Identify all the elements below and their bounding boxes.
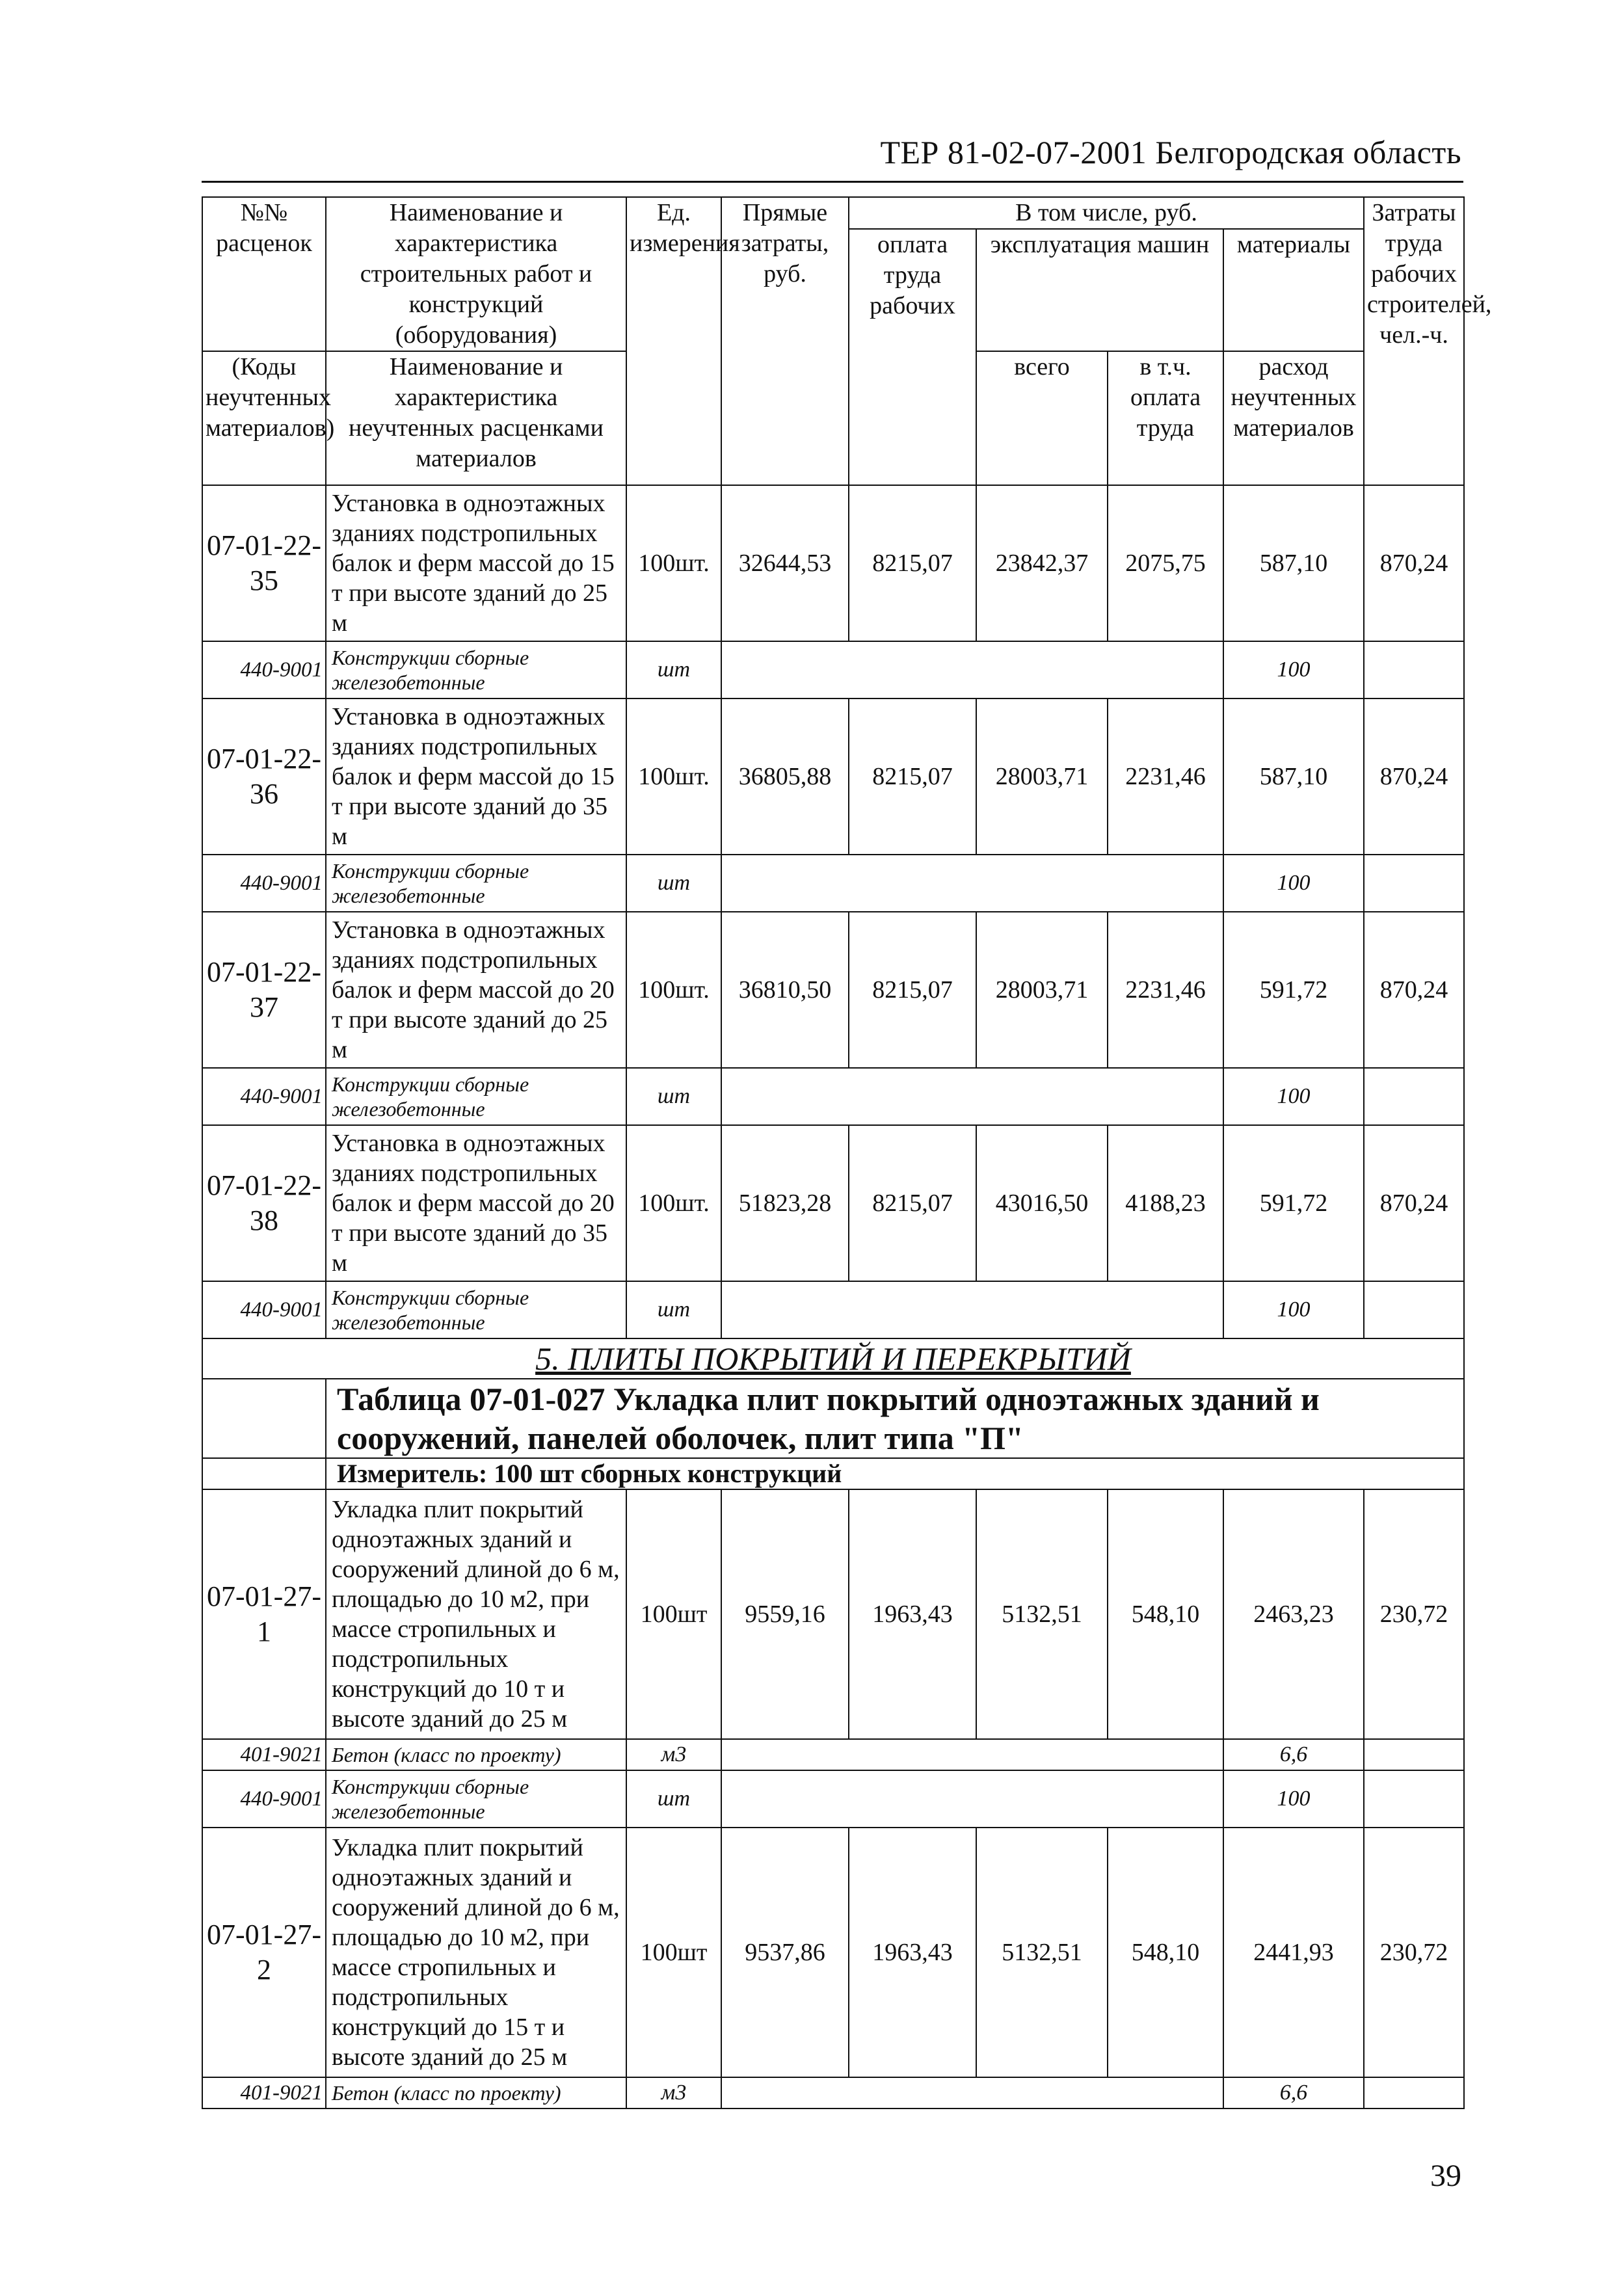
material-name: Конструкции сборные железобетонные — [326, 1068, 626, 1125]
material-spacer — [721, 641, 1223, 698]
rate-labor: 870,24 — [1364, 485, 1464, 641]
material-name: Конструкции сборные железобетонные — [326, 1770, 626, 1828]
material-quantity: 100 — [1223, 855, 1364, 912]
page-header-title: ТЕР 81-02-07-2001 Белгородская область — [880, 134, 1461, 170]
rate-code: 07-01-22-38 — [202, 1125, 326, 1281]
header-code: №№ расценок — [202, 197, 326, 351]
rate-labor: 230,72 — [1364, 1828, 1464, 2077]
rate-direct-cost: 51823,28 — [721, 1125, 849, 1281]
material-row — [202, 1770, 1464, 1828]
material-name: Бетон (класс по проекту) — [326, 2077, 626, 2108]
header-machines-wage: в т.ч. оплата труда — [1108, 351, 1223, 485]
material-spacer — [721, 1770, 1223, 1828]
section-row — [202, 1338, 1464, 1379]
rate-code: 07-01-27-1 — [202, 1489, 326, 1739]
rate-name: Установка в одноэтажных зданиях подстропильных балок и ферм массой до 20 т при высоте зданий до 25 м — [326, 912, 626, 1068]
rate-machines-wage: 548,10 — [1108, 1489, 1223, 1739]
rate-labor: 870,24 — [1364, 912, 1464, 1068]
rate-unit: 100шт. — [626, 485, 721, 641]
rate-direct-cost: 36805,88 — [721, 698, 849, 855]
rate-row — [202, 912, 1464, 1068]
page-number: 39 — [1430, 2159, 1461, 2193]
rate-machines-wage: 2231,46 — [1108, 698, 1223, 855]
material-quantity: 100 — [1223, 1068, 1364, 1125]
material-labor-empty — [1364, 1739, 1464, 1770]
material-row — [202, 641, 1464, 698]
rate-name: Установка в одноэтажных зданиях подстропильных балок и ферм массой до 15 т при высоте зданий до 35 м — [326, 698, 626, 855]
rate-unit: 100шт. — [626, 912, 721, 1068]
material-quantity: 100 — [1223, 1770, 1364, 1828]
material-spacer — [721, 1068, 1223, 1125]
rate-machines-wage: 4188,23 — [1108, 1125, 1223, 1281]
material-name: Бетон (класс по проекту) — [326, 1739, 626, 1770]
rate-code: 07-01-22-35 — [202, 485, 326, 641]
rate-materials: 2463,23 — [1223, 1489, 1364, 1739]
material-row — [202, 855, 1464, 912]
material-code: 440-9001 — [202, 1281, 326, 1338]
rate-wage: 8215,07 — [849, 912, 976, 1068]
header-including: В том числе, руб. — [849, 197, 1364, 229]
material-spacer — [721, 1739, 1223, 1770]
material-quantity: 6,6 — [1223, 2077, 1364, 2108]
table-title: Таблица 07-01-027 Укладка плит покрытий одноэтажных зданий и сооружений, панелей оболочек, плит типа "П" — [326, 1379, 1464, 1458]
rate-direct-cost: 9559,16 — [721, 1489, 849, 1739]
rate-materials: 591,72 — [1223, 1125, 1364, 1281]
material-code: 440-9001 — [202, 855, 326, 912]
rate-name: Укладка плит покрытий одноэтажных зданий и сооружений длиной до 6 м, площадью до 10 м2, при массе стропильных и подстропильных конструкций до 10 т и высоте зданий до 25 м — [326, 1489, 626, 1739]
rate-direct-cost: 9537,86 — [721, 1828, 849, 2077]
rate-materials: 587,10 — [1223, 698, 1364, 855]
rate-code: 07-01-22-36 — [202, 698, 326, 855]
header-direct: Прямые затраты, руб. — [721, 197, 849, 485]
rate-materials: 587,10 — [1223, 485, 1364, 641]
material-row — [202, 1068, 1464, 1125]
meter-line-code-empty — [202, 1458, 326, 1489]
rate-code: 07-01-27-2 — [202, 1828, 326, 2077]
rate-direct-cost: 32644,53 — [721, 485, 849, 641]
material-quantity: 100 — [1223, 1281, 1364, 1338]
meter-line: Измеритель: 100 шт сборных конструкций — [326, 1458, 1464, 1489]
material-row — [202, 2077, 1464, 2108]
rates-table — [202, 196, 1492, 2109]
material-code: 440-9001 — [202, 1068, 326, 1125]
material-code: 401-9021 — [202, 1739, 326, 1770]
header-name-alt: Наименование и характеристика неучтенных расценками материалов — [326, 351, 626, 485]
material-labor-empty — [1364, 2077, 1464, 2108]
material-spacer — [721, 2077, 1223, 2108]
rate-machines-total: 23842,37 — [976, 485, 1108, 641]
material-row — [202, 1281, 1464, 1338]
header-code-alt: (Коды неучтенных материалов) — [202, 351, 326, 485]
material-quantity: 100 — [1223, 641, 1364, 698]
rate-machines-total: 5132,51 — [976, 1489, 1108, 1739]
header-machines: эксплуатация машин — [976, 229, 1223, 351]
material-unit: шт — [626, 855, 721, 912]
meter-line-row — [202, 1458, 1464, 1489]
rate-code: 07-01-22-37 — [202, 912, 326, 1068]
rate-row — [202, 698, 1464, 855]
material-unit: шт — [626, 1281, 721, 1338]
material-labor-empty — [1364, 1281, 1464, 1338]
material-name: Конструкции сборные железобетонные — [326, 641, 626, 698]
rate-unit: 100шт. — [626, 698, 721, 855]
material-labor-empty — [1364, 1770, 1464, 1828]
section-title: 5. ПЛИТЫ ПОКРЫТИЙ И ПЕРЕКРЫТИЙ — [202, 1338, 1464, 1379]
rate-unit: 100шт — [626, 1828, 721, 2077]
rate-machines-total: 28003,71 — [976, 912, 1108, 1068]
material-row — [202, 1739, 1464, 1770]
rate-row — [202, 485, 1464, 641]
header-labor: Затраты труда рабочих строителей, чел.-ч. — [1364, 197, 1464, 485]
rate-machines-total: 43016,50 — [976, 1125, 1108, 1281]
header-unit: Ед. измерения — [626, 197, 721, 485]
table-title-row — [202, 1379, 1464, 1458]
material-unit: шт — [626, 641, 721, 698]
material-labor-empty — [1364, 641, 1464, 698]
rate-wage: 1963,43 — [849, 1828, 976, 2077]
material-unit: шт — [626, 1770, 721, 1828]
material-code: 401-9021 — [202, 2077, 326, 2108]
rate-machines-total: 28003,71 — [976, 698, 1108, 855]
rate-unit: 100шт — [626, 1489, 721, 1739]
rate-wage: 8215,07 — [849, 1125, 976, 1281]
material-spacer — [721, 855, 1223, 912]
rate-materials: 2441,93 — [1223, 1828, 1364, 2077]
header-machines-total: всего — [976, 351, 1108, 485]
material-quantity: 6,6 — [1223, 1739, 1364, 1770]
header-materials: материалы — [1223, 229, 1364, 351]
header-materials-alt: расход неучтенных материалов — [1223, 351, 1364, 485]
rate-unit: 100шт. — [626, 1125, 721, 1281]
rate-row — [202, 1828, 1464, 2077]
material-code: 440-9001 — [202, 641, 326, 698]
material-spacer — [721, 1281, 1223, 1338]
material-labor-empty — [1364, 1068, 1464, 1125]
rate-direct-cost: 36810,50 — [721, 912, 849, 1068]
table-title-code-empty — [202, 1379, 326, 1458]
rate-machines-wage: 548,10 — [1108, 1828, 1223, 2077]
rate-name: Установка в одноэтажных зданиях подстропильных балок и ферм массой до 20 т при высоте зданий до 35 м — [326, 1125, 626, 1281]
rate-row — [202, 1489, 1464, 1739]
rate-labor: 870,24 — [1364, 698, 1464, 855]
material-unit: м3 — [626, 1739, 721, 1770]
rate-wage: 1963,43 — [849, 1489, 976, 1739]
rate-machines-wage: 2075,75 — [1108, 485, 1223, 641]
rate-wage: 8215,07 — [849, 698, 976, 855]
rate-machines-wage: 2231,46 — [1108, 912, 1223, 1068]
rate-row — [202, 1125, 1464, 1281]
rate-materials: 591,72 — [1223, 912, 1364, 1068]
rate-machines-total: 5132,51 — [976, 1828, 1108, 2077]
header-rule — [202, 181, 1463, 183]
header-name: Наименование и характеристика строительных работ и конструкций (оборудования) — [326, 197, 626, 351]
material-name: Конструкции сборные железобетонные — [326, 855, 626, 912]
rate-name: Укладка плит покрытий одноэтажных зданий и сооружений длиной до 6 м, площадью до 10 м2, при массе стропильных и подстропильных конструкций до 15 т и высоте зданий до 25 м — [326, 1828, 626, 2077]
material-unit: м3 — [626, 2077, 721, 2108]
material-unit: шт — [626, 1068, 721, 1125]
rate-wage: 8215,07 — [849, 485, 976, 641]
header-wage: оплата труда рабочих — [849, 229, 976, 485]
material-labor-empty — [1364, 855, 1464, 912]
rate-labor: 230,72 — [1364, 1489, 1464, 1739]
rate-name: Установка в одноэтажных зданиях подстропильных балок и ферм массой до 15 т при высоте зданий до 25 м — [326, 485, 626, 641]
material-name: Конструкции сборные железобетонные — [326, 1281, 626, 1338]
material-code: 440-9001 — [202, 1770, 326, 1828]
rate-labor: 870,24 — [1364, 1125, 1464, 1281]
